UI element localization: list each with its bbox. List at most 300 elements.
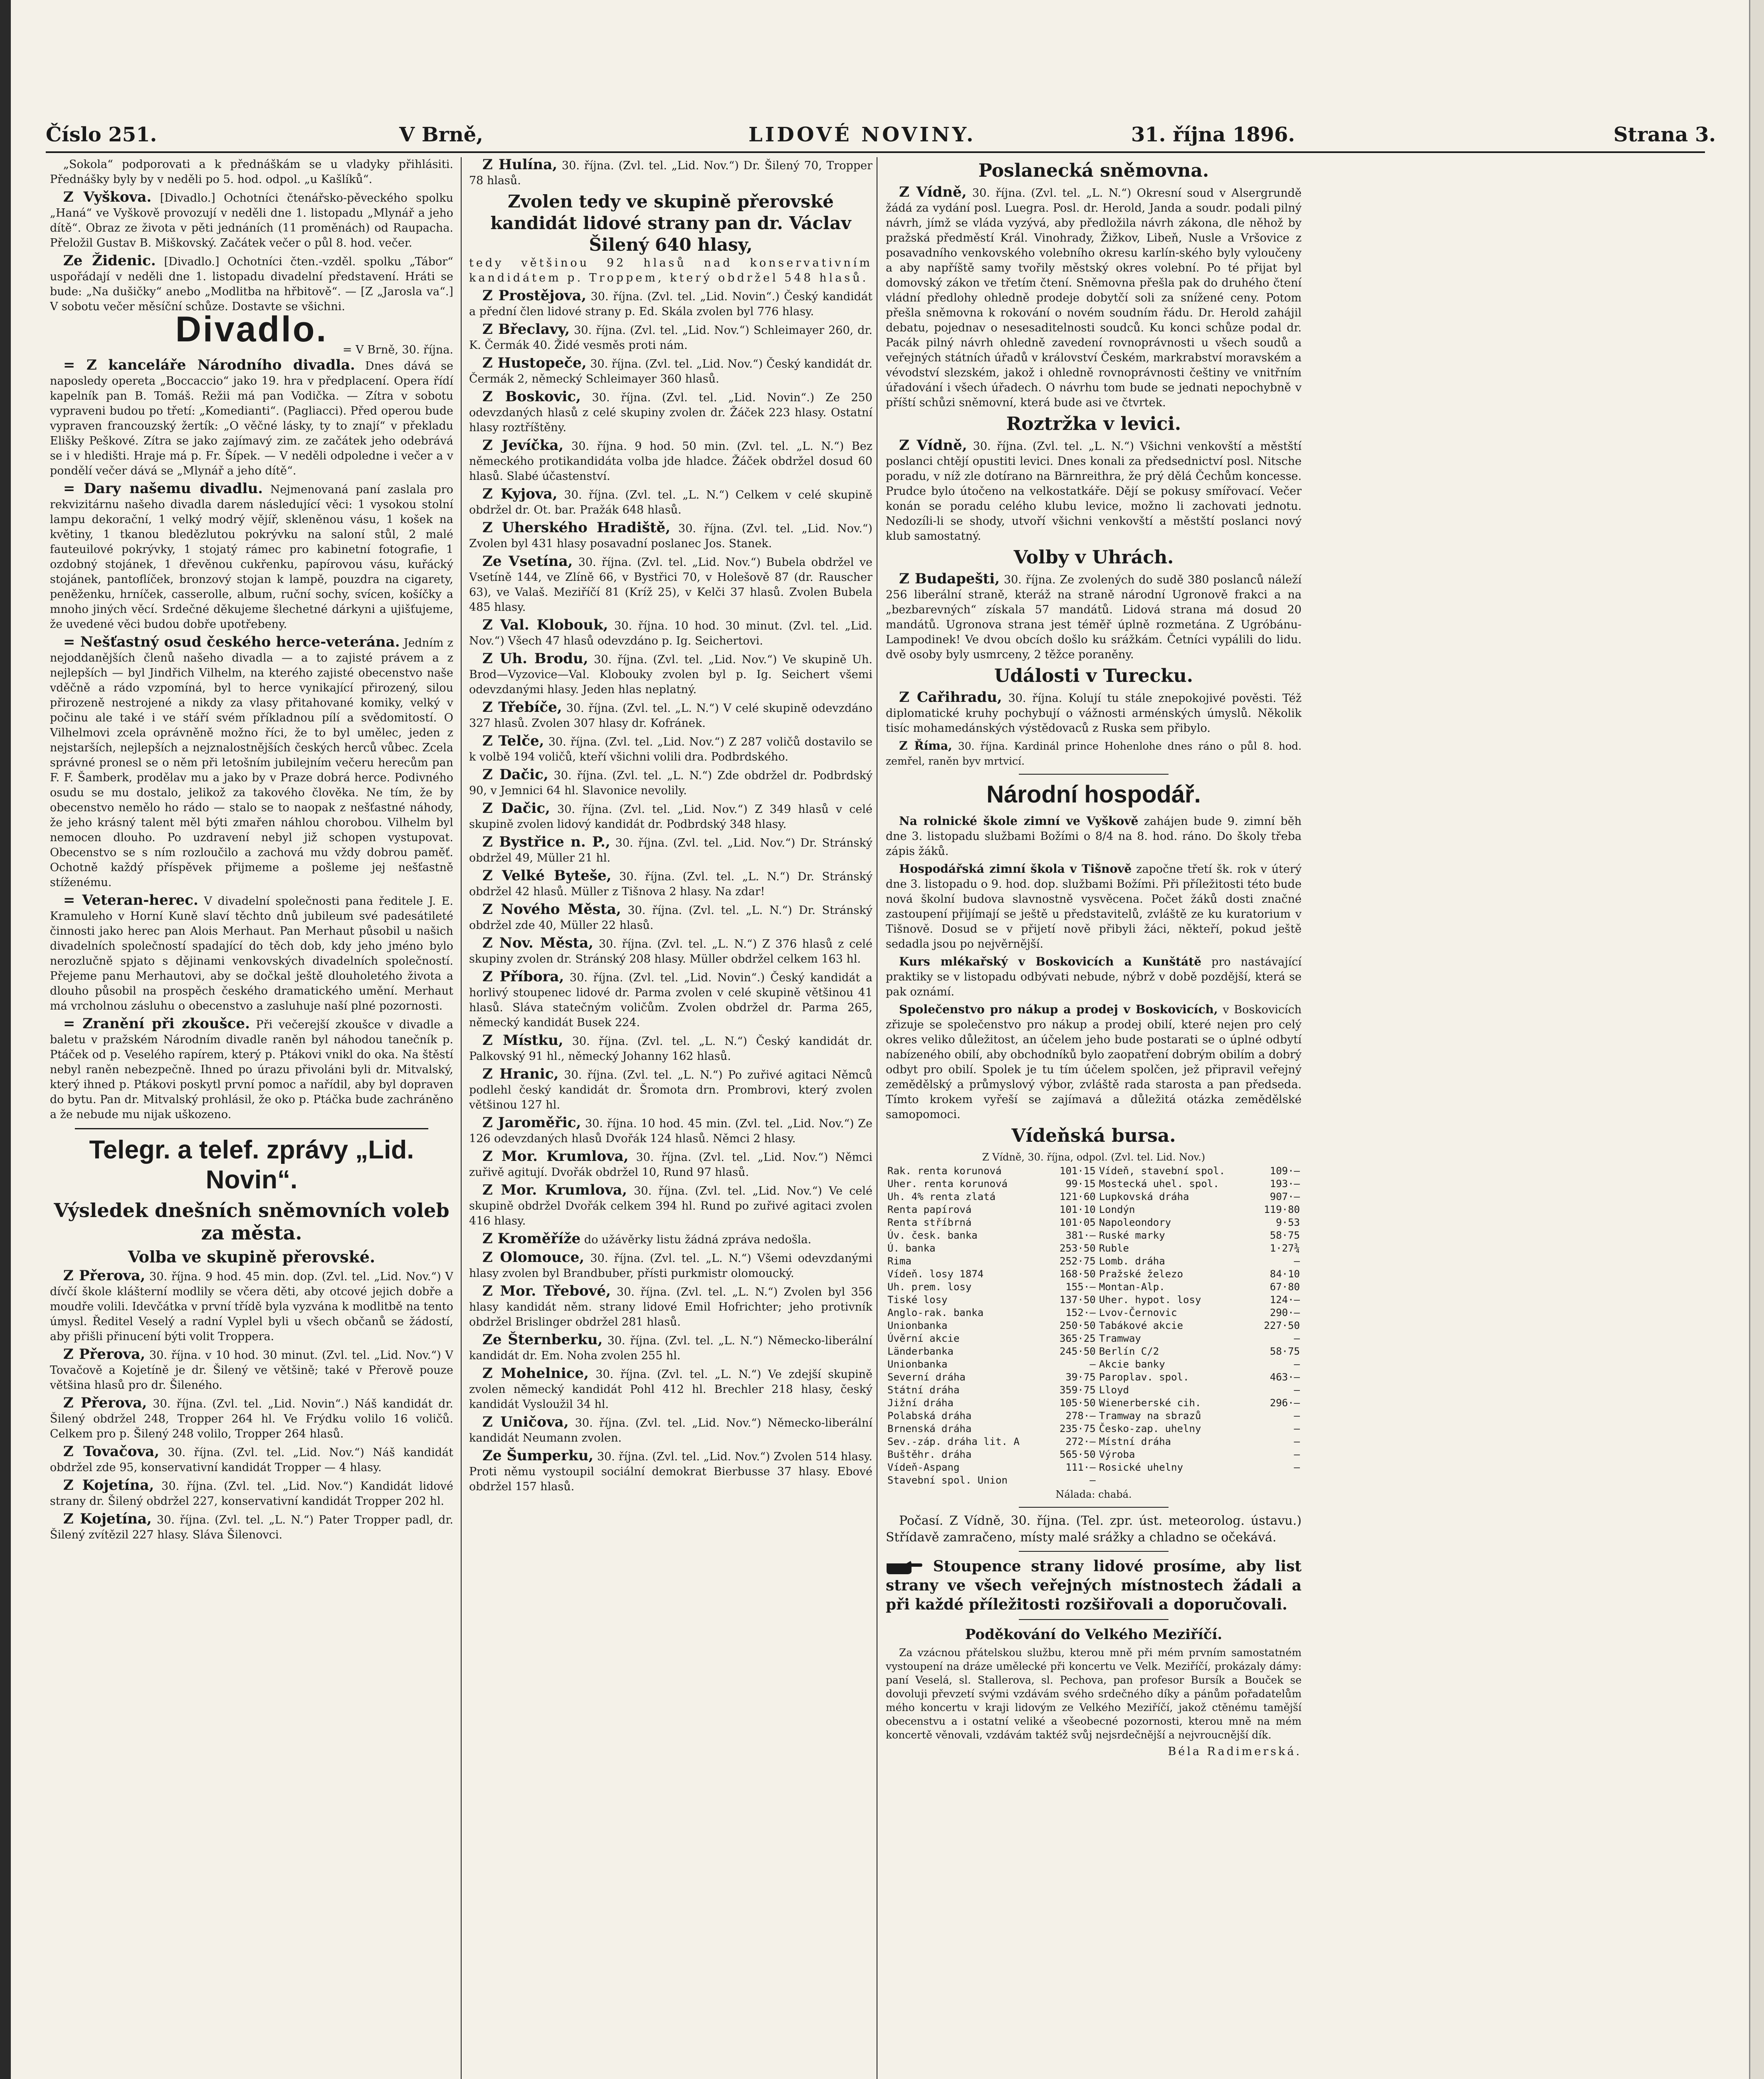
bursa-row	[886, 1358, 1302, 1371]
bursa-cell: 121·60	[1060, 1191, 1096, 1202]
bursa-heading: Vídeňská bursa.	[1011, 1125, 1176, 1146]
place-heading: Z Velké Byteše,	[482, 867, 612, 884]
roztrzka-heading: Roztržka v levici.	[1006, 413, 1181, 435]
vyskov-school-article	[886, 814, 1302, 859]
bursa-cell: 463·—	[1270, 1371, 1300, 1383]
thanks-text: Za vzácnou přátelskou službu, kterou mně při mém prvním samostatném vystoupení na dráze umělecké při koncertu ve Velk. Meziříčí, prokázaly dámy: paní Veselá, sl. Stallerova, sl. Pechova, pan profesor Bursík a Bouček se dovoluji převzetí svými vzdávám svého srdečného díky a pánům pořadatelům mého koncertu v kraji lidovým ze Velkého Meziříčí, jakož ctěnému tamější obecenstvu a i ostatní veliké a všeobecné pozornosti, kterou mně na mém koncertě věnovali, vzdávám taktéž svůj nejsrdečnější a nejvroucnější dík.	[886, 1647, 1302, 1741]
place-heading: Z Mor. Krumlova,	[482, 1182, 627, 1198]
bursa-cell: —	[1294, 1410, 1300, 1422]
bursa-cell: 250·50	[1060, 1320, 1096, 1331]
bursa-cell: Vídeň-Aspang	[887, 1462, 960, 1473]
bursa-cell: Místní dráha	[1099, 1436, 1171, 1447]
bursa-cell: 101·15	[1060, 1165, 1096, 1177]
news-item	[469, 389, 872, 435]
supporters-appeal	[886, 1557, 1302, 1614]
news-item	[469, 651, 872, 697]
article-text: Při večerejší zkoušce v divadle a baletu v pražském Národním divadle raněn byl náhodou tanečník p. Ptáček od p. Veselého rapírem, který p. Ptákovi vnikl do oka. Na štěstí nebyl raněn nebezpečně. Ihned po úrazu přivoláni byli dr. Mitvalský, který ihned p. Ptákovi poskytl první pomoc a nařídil, aby byl dopraven do bytu. Pan dr. Mitvalský prohlásil, že oko p. Ptáčka bude zachráněno a že nebude mu nijak uškozeno.	[50, 1018, 453, 1121]
page-scan-edge-right	[1749, 0, 1764, 2079]
bursa-row	[886, 1165, 1302, 1178]
bursa-cell: 119·80	[1264, 1204, 1300, 1215]
article-text: Jedním z nejoddanějších členů našeho divadla — a to zajisté právem a z nejlepších — byl Jindřich Vilhelm, na kterého zajisté obecenstvo naše vděčně a rádo vzpomíná, byl to herce vynikající přirozený, silou přirozeně nestrojené a nikdy za vlasy přitahované komiky, velký v počinu ale také i ve stáří svém příkladnou pílí a svědomitostí. O Vilhelmovi zcela oprávněně možno říci, že to byl umělec, jeden z nejstarších, nejlepších a nejznalostnějších českých herců vůbec. Zcela správné pronesl se o něm při letošním jubilejním večeru herecům pan F. F. Šamberk, prodělav mu a jako by v Praze dobrá herce. Podivného osudu se mu dostalo, jelikož za takového člověka. Ne tím, že by obecenstvo nemělo ho rádo — stalo se to naopak z nešťastné náhody, že jeho krásný talent měl býti zmařen náhlou chorobou. Vilhelm byl nemocen dlouho. Po uzdravení nebyl již schopen vystupovat. Obecenstvo se s ním rozloučilo a zachová mu vždy dobrou paměť. Ochotně každý příspěvek přijmeme a pošleme jej nešťastně stíženému.	[50, 637, 453, 889]
bursa-cell: —	[1294, 1255, 1300, 1267]
bursa-cell: Wienerberské cih.	[1099, 1397, 1201, 1409]
bursa-cell: —	[1294, 1449, 1300, 1460]
article-heading: = Nešťastný osud českého herce-veterána.	[63, 634, 400, 650]
news-item	[50, 1478, 453, 1509]
article-text: 30. října. (Zvl. tel. „L. N.“) Všemi odevzdanými hlasy zvolen byl Brandbuber, přísti purkmistr olomoucký.	[469, 1252, 872, 1280]
article-text: 30. října. (Zvl. tel. „Lid. Nov.“) Zvolen byl 431 hlasy posavadní poslanec Jos. Stanek.	[469, 522, 872, 550]
article-heading: = Veteran-herec.	[63, 892, 198, 909]
dary-article	[50, 481, 453, 632]
city: V Brně,	[399, 123, 483, 146]
place-heading: Z Hranic,	[482, 1066, 559, 1082]
place-heading: Z Hustopeče,	[482, 355, 587, 371]
place-heading: Z Nov. Města,	[482, 935, 593, 951]
article-text: 30. října. (Zvl. tel. „Lid. Nov.“) Bubela obdržel ve Vsetíně 144, ve Zlíně 66, v Bystřici 70, v Holešově 87 (dr. Rauscher 63), ve Valaš. Meziříčí 81 (Kríž 25), v Kelči 37 hlasů. Zvolen Bubela 485 hlasy.	[469, 556, 872, 614]
bursa-cell: Brnenská dráha	[887, 1423, 972, 1435]
place-heading: Z Olomouce,	[482, 1249, 585, 1266]
article-text: 30. října. 10 hod. 45 min. (Zvl. tel. „Lid. Nov.“) Ze 126 odevzdaných hlasů Dvořák 124 hlasů. Němci 2 hlasy.	[469, 1117, 872, 1145]
issue-number: Číslo 251.	[46, 123, 157, 146]
place-heading: Z Hulína,	[482, 157, 558, 173]
bursa-cell: 58·75	[1270, 1346, 1300, 1357]
bursa-row	[886, 1474, 1302, 1487]
article-heading: Na rolnické škole zimní ve Vyškově	[899, 814, 1139, 828]
article-text: 30. října. (Zvl. tel. „L. N.“) Český kandidát dr. Palkovský 91 hl., německý Johanny 162 hlasů.	[469, 1035, 872, 1063]
bursa-cell: 193·—	[1270, 1178, 1300, 1190]
article-text: 30. října. (Zvl. tel. „L. N.“) Zde obdržel dr. Podbrdský 90, v Jemnici 64 hl. Slavonice nevolily.	[469, 769, 872, 797]
bursa-cell: Londýn	[1099, 1204, 1135, 1215]
news-item	[469, 868, 872, 899]
bursa-cell: 272·—	[1065, 1436, 1096, 1447]
vienna-parliament-article	[886, 185, 1302, 410]
news-item	[469, 1231, 872, 1247]
bursa-cell: Státní dráha	[887, 1384, 960, 1396]
bursa-cell: 907·—	[1270, 1191, 1300, 1202]
bursa-cell: Tramway	[1099, 1333, 1141, 1344]
divider	[1019, 1551, 1169, 1552]
place-heading: Z Vídně,	[899, 184, 967, 200]
bursa-cell: 359·75	[1060, 1384, 1096, 1396]
bursa-cell: 290·—	[1270, 1307, 1300, 1319]
article-text: 30. října. (Zvl. tel. „L. N.“) Ve zdejší skupině zvolen německý kandidát Pohl 412 hl. Brechler 218 hlasy, český kandidát Vysloužil 34 hl.	[469, 1368, 872, 1411]
bursa-cell: Pražské železo	[1099, 1268, 1183, 1280]
bursa-cell: Lvov-Černovic	[1099, 1307, 1177, 1319]
bursa-cell: 152·—	[1065, 1307, 1096, 1319]
veteran-fate-article	[50, 635, 453, 890]
vienna-left-article	[886, 438, 1302, 544]
article-text: 30. října. (Zvl. tel. „Lid. Nov.“) Schleimayer 260, dr. K. Čermák 40. Židé vesměs proti nám.	[469, 324, 872, 352]
page-scan-edge-left	[0, 0, 11, 2079]
bursa-cell: —	[1294, 1462, 1300, 1473]
bursa-row	[886, 1242, 1302, 1255]
bursa-row	[886, 1229, 1302, 1242]
hulin-article	[469, 157, 872, 188]
bursa-cell: —	[1294, 1358, 1300, 1370]
bursa-cell: 105·50	[1060, 1397, 1096, 1409]
bursa-cell: Napoleondory	[1099, 1217, 1171, 1228]
place-heading: Z Místku,	[482, 1032, 563, 1049]
telegr-heading: Telegr. a telef. zprávy „Lid. Novin“.	[89, 1136, 414, 1194]
news-item	[469, 1448, 872, 1494]
article-text: 30. října. (Zvl. tel. „Lid. Novin“.) Náš kandidát dr. Šilený obdržel 248, Tropper 264 hl. Ve Frýdku volilo 16 voličů. Celkem pro p. Šilený 248 volilo, Tropper 264 hlasů.	[50, 1398, 453, 1440]
article-text: [Divadlo.] Ochotníci čtenářsko-pěveckého spolku „Haná“ ve Vyškově provozují v neděli dne 1. listopadu „Mlynář a jeho dítě“. Obraz ze života v pěti jednáních (11 proměnách) od Raupacha. Přeložil Gustav B. Miškovský. Začátek večer o půl 8. hod. večer.	[50, 192, 453, 249]
bursa-row	[886, 1319, 1302, 1332]
article-text: do užávěrky listu žádná zpráva nedošla.	[584, 1233, 812, 1246]
news-item	[469, 1415, 872, 1446]
cooperative-article	[886, 1002, 1302, 1122]
bursa-cell: Ruské marky	[1099, 1230, 1165, 1241]
issue-date: 31. října 1896.	[1131, 123, 1295, 146]
bursa-row	[886, 1332, 1302, 1345]
news-item	[469, 1366, 872, 1412]
bursa-cell	[1097, 1474, 1254, 1487]
bursa-cell: Vídeň. losy 1874	[887, 1268, 984, 1280]
bursa-cell: Unionbanka	[887, 1358, 948, 1370]
bursa-cell: 252·75	[1060, 1255, 1096, 1267]
article-heading: = Zranění při zkoušce.	[63, 1015, 250, 1032]
article-text: 30. října. (Zvl. tel. „Lid. Nov.“) Český kandidát dr. Čermák 2, německý Schleimayer 360 hlasů.	[469, 358, 872, 385]
article-text: 30. října. (Zvl. tel. „Lid. Nov.“) Náš kandidát obdržel zde 95, konservativní kandidát Tropper — 4 hlasy.	[50, 1446, 453, 1474]
bursa-row	[886, 1178, 1302, 1190]
bursa-cell: Rosické uhelny	[1099, 1462, 1183, 1473]
article-text: 30. října. 9 hod. 50 min. (Zvl. tel. „L. N.“) Bez německého protikandidáta volba jde hladce. Žáček obdržel dosud 60 hlasů. Slabé účastenství.	[469, 440, 872, 483]
bursa-cell: —	[1090, 1474, 1096, 1486]
place-heading: Z Vídně,	[899, 437, 967, 454]
article-text: 30. října. (Zvl. tel. „Lid. Nov.“) Ve skupině Uh. Brod—Vyzovice—Val. Klobouky zvolen byl p. Ig. Seichert všemi odevzdanými hlasy. Jeden hlas neplatný.	[469, 653, 872, 696]
article-text: 30. října. (Zvl. tel. „L. N.“) Německo-liberální kandidát dr. Em. Noha zvolen 255 hl.	[469, 1334, 872, 1362]
divider	[1019, 774, 1169, 775]
divider	[1019, 1619, 1169, 1620]
place-heading: Z Jaroměřic,	[482, 1114, 581, 1131]
bursa-row	[886, 1306, 1302, 1319]
news-item	[50, 1395, 453, 1442]
article-text: V divadelní společnosti pana ředitele J. E. Kramuleho v Horní Kuně slaví těchto dnů jubileum své padesátileté činnosti jako herec pan Alois Merhaut. Pan Merhaut působil u našich divadelních společností spadající do těch dob, kdy jeho jméno bylo nerozlučně spjato s dějinami venkovských divadelních společností. Přejeme panu Merhautovi, aby se dočkal ještě dlouholetého života a dlouho působil na prospěch českého dramatického umění. Merhaut má vrcholnou zásluhu o obecenstvo a zasluhuje naší plné pozornosti.	[50, 895, 453, 1012]
place-heading: Z Vyškova.	[63, 189, 152, 205]
bursa-cell: Tramway na sbrazů	[1099, 1410, 1201, 1422]
news-item	[469, 1067, 872, 1113]
bursa-cell: 1·27¾	[1270, 1242, 1300, 1254]
article-text: 30. října. (Zvl. tel. „L. N.“) Okresní soud v Alsergrundě žádá za vydání posl. Luegra. Posl. dr. Herold, Janda a soudr. podali pilný návrh, jímž se vláda vyzývá, aby předložila návrh zákona, dle něhož by pražská předměstí Král. Vinohrady, Žižkov, Libeň, Nusle a Vršovice z posavadního venkovského volebního okresu karlín-ského byly vyloučeny a aby napříště samy tvořily městský okres volební. Po té přijat byl domovský zákon ve třetím čtení. Sněmovna přešla pak do druhého čtení vládní předlohy ohledně prodeje dobytčí soli za snížené ceny. Potom přešla sněmovna k rokování o novém soudním řádu. Dr. Herold zahájil debatu, pojednav o nesesaditelnosti soudců. Ku konci schůze podal dr. Pacák pilný návrh ohledně zavedení rovnoprávnosti u všech soudů a veřejných státních úřadů v království Českém, markrabství moravském a vévodství slezském, jakož i ohledně rovnoprávnosti češtiny ve vnitřním úřadování i všech úřadech. O návrhu tom bude se jednati nepochybně v příští schůzi sněmovní, která bude asi ve čtvrtek.	[886, 187, 1302, 409]
bursa-cell: Anglo-rak. banka	[887, 1307, 984, 1319]
column-1	[50, 157, 453, 2079]
news-item	[469, 1284, 872, 1330]
bursa-cell: Úv. česk. banka	[887, 1230, 978, 1241]
place-heading: Z Boskovic,	[482, 388, 581, 405]
article-text: 30. října. (Zvl. tel. „Lid. Nov.“) Německo-liberální kandidát Neumann zvolen.	[469, 1417, 872, 1444]
place-heading: Z Nového Města,	[482, 901, 621, 918]
place-heading: Z Bystřice n. P.,	[482, 834, 610, 850]
article-text: 30. října. (Zvl. tel. „Lid. Novin“.) Český kandidát a přední člen lidové strany p. Ed. Skála zvolen byl 776 hlasy.	[469, 290, 872, 318]
article-text: pro nastávající praktiky se v listopadu odbývati nebude, nýbrž v době pozdější, která se pak oznámí.	[886, 956, 1302, 998]
article-text: započne třetí šk. rok v úterý dne 3. listopadu o 9. hod. dop. službami Božími. Při příležitosti této bude nová školní budova slavnostně vysvěcena. Počet žáků dosti značné zastoupení přijímají se ještě u představitelů, zvláště ze ku kuratorium v Tišnově. Dosud se v přijetí nově přibyli žáci, někteří, pokud ještě sedadla jsou po nejvěrnější.	[886, 863, 1302, 951]
article-heading: = Dary našemu divadlu.	[63, 480, 263, 497]
bursa-cell: 137·50	[1060, 1294, 1096, 1306]
bursa-cell: 253·50	[1060, 1242, 1096, 1254]
place-heading: Z Tovačova,	[63, 1443, 160, 1460]
bursa-cell: 101·10	[1060, 1204, 1096, 1215]
news-item	[469, 617, 872, 649]
divider	[1019, 1507, 1169, 1508]
place-heading: Z Dačic,	[482, 800, 550, 817]
article-text: 30. října. (Zvl. tel. „Lid. Novin“.) Český kandidát a horlivý stoupenec lidové dr. Parma zvolen v celé skupině většinou 41 hlasů. Sláva statečným voličům. Zvolen obdržel dr. Parma 265, německý kandidát Busek 224.	[469, 971, 872, 1029]
bursa-cell: 227·50	[1264, 1320, 1300, 1331]
zvolen-heading: Zvolen tedy ve skupině přerovské kandidát lidové strany pan dr. Václav Šilený 640 hlasy,	[490, 191, 851, 255]
telegr-list	[50, 1268, 453, 1543]
bursa-cell: Ruble	[1099, 1242, 1129, 1254]
place-heading: Z Přerova,	[63, 1346, 146, 1363]
bursa-mood: Nálada: chabá.	[1055, 1489, 1132, 1500]
bursa-row	[886, 1216, 1302, 1229]
page-number: Strana 3.	[1613, 123, 1716, 146]
article-text: 30. října. (Zvl. tel. „L. N.“) Po zuřivé agitaci Němců podlehl český kandidát dr. Šromota drn. Prombrovi, který zvolen většinou 127 hl.	[469, 1069, 872, 1111]
article-text: 30. října. (Zvl. tel. „L. N.“) Z 376 hlasů z celé skupiny zvolen dr. Stránský 208 hlasy. Müller obdržel celkem 163 hl.	[469, 938, 872, 965]
article-text: 30. října. (Zvl. tel. „Lid. Nov.“) Z 287 voličů dostavilo se k volbě 194 voličů, kteří všichni volili dra. Podbrdského.	[469, 736, 872, 763]
bursa-row	[886, 1397, 1302, 1410]
article-text: 30. října. (Zvl. tel. „Lid. Nov.“) Z 349 hlasů v celé skupině zvolen lidový kandidát dr. Podbrdský 348 hlasy.	[469, 803, 872, 831]
bursa-table	[886, 1165, 1302, 1487]
bursa-row	[886, 1190, 1302, 1203]
place-heading: Z Mor. Krumlova,	[482, 1148, 629, 1165]
vyskov-article	[50, 190, 453, 251]
article-text: 30. října. (Zvl. tel. „L. N.“) V celé skupině odevzdáno 327 hlasů. Zvolen 307 hlasy dr. Kofránek.	[469, 702, 872, 730]
place-heading: Z Třebíče,	[482, 699, 562, 716]
news-item	[469, 356, 872, 387]
bursa-cell: Úvěrní akcie	[887, 1333, 960, 1344]
bursa-cell: 278·—	[1065, 1410, 1096, 1422]
article-text: 30. října. Kardinál prince Hohenlohe dnes ráno o půl 8. hod. zemřel, raněn byv mrtvicí.	[886, 740, 1302, 767]
bursa-cell: Länderbanka	[887, 1346, 954, 1357]
bursa-cell: Výroba	[1099, 1449, 1135, 1460]
article-text: 30. října. (Zvl. tel. „Lid. Nov.“) Němci zuřivě agitují. Dvořák obdržel 10, Rund 97 hlasů.	[469, 1151, 872, 1179]
bursa-subheading: Z Vídně, 30. října, odpol. (Zvl. tel. Lid. Nov.)	[982, 1151, 1206, 1163]
weather-report: Počasí. Z Vídně, 30. října. (Tel. zpr. úst. meteorolog. ústavu.) Střídavě zamračeno, místy malé srážky a chladno se očekává.	[886, 1514, 1302, 1545]
pointing-hand-icon	[886, 1559, 923, 1576]
news-item	[469, 1149, 872, 1180]
istanbul-article	[886, 690, 1302, 736]
news-item	[469, 936, 872, 967]
bursa-cell: Uh. prem. losy	[887, 1281, 972, 1293]
zidenice-article	[50, 253, 453, 314]
place-heading: Z Mor. Třebové,	[482, 1283, 611, 1299]
bursa-row	[886, 1435, 1302, 1448]
bursa-cell: 84·10	[1270, 1268, 1300, 1280]
bursa-cell: Uher. renta korunová	[887, 1178, 1008, 1190]
bursa-cell: Vídeň, stavební spol.	[1099, 1165, 1225, 1177]
bursa-cell: Polabská dráha	[887, 1410, 972, 1422]
article-heading: Společenstvo pro nákup a prodej v Boskovicích,	[899, 1002, 1218, 1016]
news-item	[469, 801, 872, 832]
place-heading: Z Mohelnice,	[482, 1365, 589, 1382]
news-item	[469, 733, 872, 765]
article-text: 30. října. v 10 hod. 30 minut. (Zvl. tel. „Lid. Nov.“) V Tovačově a Kojetíně je dr. Šilený ve většině; také v Přerově pouze většina hlasů pro dr. Šileného.	[50, 1349, 453, 1392]
news-item	[469, 288, 872, 319]
bursa-cell: Lloyd	[1099, 1384, 1129, 1396]
narodni-hospodar-heading: Národní hospodář.	[986, 781, 1201, 808]
news-item	[50, 1268, 453, 1344]
article-text: 30. října. (Zvl. tel. „Lid. Nov.“) Dr. Stránský obdržel 49, Müller 21 hl.	[469, 837, 872, 864]
news-item	[469, 1332, 872, 1363]
bursa-cell: Uh. 4% renta zlatá	[887, 1191, 996, 1202]
bursa-row	[886, 1345, 1302, 1358]
bursa-cell: 58·75	[1270, 1230, 1300, 1241]
bursa-cell: Renta papírová	[887, 1204, 972, 1215]
volby-heading: Volby v Uhrách.	[1013, 547, 1174, 568]
divider	[75, 1128, 428, 1129]
article-text: 30. října. (Zvl. tel. „L. N.“) Všichni venkovští a městští poslanci chtějí opustiti levici. Dnes konali za předsednictví posl. Nitsche poradu, v níž zle dotírano na Bärnreithra, že prý dělá Čechům koncesse. Prudce bylo útočeno na velkostatkáře. Dějí se pokusy smířovací. Večer konán se poradu celého klubu levice, možno li zachovati jednotu. Nedozíli-li se shody, utvoří všichni venkovští a městští poslanci nový klub samostatný.	[886, 440, 1302, 543]
bursa-cell: 67·80	[1270, 1281, 1300, 1293]
bursa-cell: Lomb. dráha	[1099, 1255, 1165, 1267]
bursa-cell: Rak. renta korunová	[887, 1165, 1002, 1177]
election-results-list	[469, 288, 872, 1494]
bursa-cell: Berlín C/2	[1099, 1346, 1159, 1357]
bursa-cell: Mostecká uhel. spol.	[1099, 1178, 1219, 1190]
news-item	[469, 969, 872, 1030]
kancelar-article	[50, 358, 453, 479]
bursa-cell: Akcie banky	[1099, 1358, 1165, 1370]
article-text: [Divadlo.] Ochotníci čten.-vzděl. spolku „Tábor“ uspořádají v neděli dne 1. listopadu divadelní představení. Hráti se bude: „Na dušičky“ anebo „Modlitba na hřbitově“. — [Z „Jarosla va“.] V sobotu večer měsíční schůze. Dostavte se všichni.	[50, 255, 453, 313]
article-heading: Kurs mlékařský v Boskovicích a Kunštátě	[899, 955, 1202, 968]
place-heading: Ze Vsetína,	[482, 553, 573, 570]
bursa-row	[886, 1371, 1302, 1384]
place-heading: Ze Židenic.	[63, 252, 156, 269]
article-text: 30. října. (Zvl. tel. „Lid. Nov.“) Zvolen 514 hlasy. Proti němu vystoupil sociální demokrat Bierbusse 37 hlasy. Ebové obdržel 157 hlasů.	[469, 1450, 872, 1493]
bursa-cell: Montan-Alp.	[1099, 1281, 1165, 1293]
bursa-cell: Lupkovská dráha	[1099, 1191, 1189, 1202]
bursa-cell: Jižní dráha	[887, 1397, 954, 1409]
article-heading: = Z kanceláře Národního divadla.	[63, 357, 355, 373]
zraneni-article	[50, 1016, 453, 1122]
place-heading: Z Dačic,	[482, 766, 548, 783]
budapest-article	[886, 571, 1302, 662]
article-text: 30. října. (Zvl. tel. „L. N.“) Celkem v celé skupině obdržel dr. Ot. bar. Pražák 648 hlasů.	[469, 489, 872, 516]
place-heading: Z Kojetína,	[63, 1511, 152, 1527]
news-item	[469, 1183, 872, 1229]
news-item	[469, 486, 872, 518]
bursa-cell: Rima	[887, 1255, 912, 1267]
place-heading: Z Uherského Hradiště,	[482, 519, 671, 536]
bursa-cell	[1254, 1474, 1302, 1487]
article-text: 30. října. (Zvl. tel. „L. N.“) Zvolen byl 356 hlasy kandidát něm. strany lidové Emil Hofrichter; jeho protivník obdržel Brislinger obdržel 281 hlasů.	[469, 1286, 872, 1328]
bursa-cell: Česko-zap. uhelny	[1099, 1423, 1201, 1435]
bursa-row	[886, 1422, 1302, 1435]
bursa-cell: Uher. hypot. losy	[1099, 1294, 1201, 1306]
news-item	[50, 1347, 453, 1393]
article-text: zahájen bude 9. zimní běh dne 3. listopadu službami Božími o 8/4 na 8. hod. ráno. Do školy třeba zápis žáků.	[886, 815, 1302, 858]
bursa-cell: 168·50	[1060, 1268, 1096, 1280]
bursa-cell: 101·05	[1060, 1217, 1096, 1228]
divadlo-heading: Divadlo.	[175, 309, 328, 349]
news-item	[469, 700, 872, 731]
appeal-text: Stoupence strany lidové prosíme, aby list strany ve všech veřejných místnostech žádali a při každé příležitosti rozšiřovali a doporučovali.	[886, 1558, 1302, 1613]
bursa-row	[886, 1461, 1302, 1474]
column-2	[469, 157, 872, 2079]
bursa-cell: Stavební spol. Union	[887, 1474, 1008, 1486]
bursa-cell: Tiské losy	[887, 1294, 948, 1306]
article-text: 30. října. Kolují tu stále znepokojivé pověsti. Též diplomatické kruhy pochybují o vážnosti arménských úmyslů. Několik tisíc mohamedánských výstědovaců z Ruska sem přibylo.	[886, 692, 1302, 735]
results-heading: Výsledek dnešních sněmovních voleb za města.	[54, 1199, 450, 1244]
article-text: 30. října. (Zvl. tel. „Lid. Nov.“) Dr. Šilený 70, Tropper 78 hlasů.	[469, 159, 872, 187]
bursa-cell: 124·—	[1270, 1294, 1300, 1306]
signature: Béla Radimerská.	[1168, 1745, 1302, 1758]
article-text: 30. října. Ze zvolených do sudě 380 poslanců náleží 256 liberální straně, kteráž na straně národní Ugronově frakci a na „bezbarevných“ získala 57 mandátů. Lidová strana má dosud 20 mandátů. Ugronova strana jest téměř úplně rozmetána. Z Ugróbánu-Lampodinek! Ve dvou obcích došlo ku srážkám. Četníci vypálili do lidu. dvě osoby byly usmrceny, 2 těžce poraněny.	[886, 573, 1302, 661]
bursa-row	[886, 1384, 1302, 1397]
bursa-row	[886, 1203, 1302, 1216]
article-text: 30. října. 9 hod. 45 min. dop. (Zvl. tel. „Lid. Nov.“) V dívčí škole klášterní modlily se včera děti, aby otcové jejich dobře a moudře volili. Idevčátka v první třídě byla vyzvána k modlitbě na tento úmysl. Ředitel Veselý a radní Vyplel byli u všech občanů se žádostí, aby přišli přinucení býti volit Troppera.	[50, 1270, 453, 1343]
place-heading: Ze Šumperku,	[482, 1447, 594, 1464]
bursa-cell: 235·75	[1060, 1423, 1096, 1435]
masthead	[46, 123, 1716, 148]
article-text: 30. října. (Zvl. tel. „Lid. Nov.“) Ve celé skupině obdržel Dvořák celkem 394 hl. Rund po zuřivé agitaci zvolen 416 hlasy.	[469, 1185, 872, 1227]
bursa-cell: Tabákové akcie	[1099, 1320, 1183, 1331]
newspaper-title: LIDOVÉ NOVINY.	[749, 123, 976, 146]
news-item	[469, 1115, 872, 1146]
place-heading: Z Jevíčka,	[482, 437, 564, 454]
place-heading: Z Telče,	[482, 733, 544, 749]
masthead-rule	[46, 151, 1705, 153]
article-text: Dnes dává se naposledy opereta „Boccaccio“ jako 19. hra v předplacení. Opera řídí kapelník pan B. Tomáš. Režii má pan Vodička. — Zítra v sobotu vypraveni budou po třetí: „Komedianti“. (Pagliacci). Před operou bude vypraven francouzský žertík: „O věčné lásky, ty to znají“ v překladu Elišky Peškové. Zítra se jako zajímavý zim. ze začátek jeho odebrává se i v hledišti. Hraje má p. Fr. Šípek. — V neděli odpoledne i večer a v pondělí večer dává se „Mlynář a jeho dítě“.	[50, 360, 453, 477]
place-heading: Z Kroměříže	[482, 1230, 581, 1247]
bursa-cell: —	[1294, 1384, 1300, 1396]
news-item	[469, 554, 872, 615]
news-item	[469, 322, 872, 353]
place-heading: Z Příbora,	[482, 968, 564, 985]
poslanecka-heading: Poslanecká sněmovna.	[978, 160, 1209, 181]
place-heading: Z Val. Klobouk,	[482, 617, 608, 633]
article-text: 30. října. (Zvl. tel. „L. N.“) Dr. Stránský obdržel 42 hlasů. Müller z Tišnova 2 hlasy. Na zdar!	[469, 870, 872, 898]
news-item	[50, 1444, 453, 1475]
place-heading: Z Říma,	[899, 739, 952, 753]
bursa-cell: Sev.-záp. dráha lit. A	[887, 1436, 1020, 1447]
news-item	[469, 1033, 872, 1064]
place-heading: Z Budapešti,	[899, 570, 1000, 587]
dateline: = V Brně, 30. října.	[342, 343, 453, 356]
article-text: Nejmenovaná paní zaslala pro rekvizitárnu našeho divadla darem následující věci: 1 vysokou stolní lampu dekorační, 1 velký modrý vějíř, skleněnou vásu, 1 košek na květiny, 1 tkanou bledězlutou pokrývku na saloní stůl, 2 malé fauteuilové pokrývky, 1 stojatý rámec pro kabinetní fotografie, 1 ozdobný stojánek, 1 dřevěnou cukřenku, papírovou vásu, kuřácký stojánek, pantoflíček, bronzový stojan k lampě, pouzdra na cigarety, peněženku, hrníček, casserolle, album, ruční sochy, svícen, košíčky a mnoho jiných věcí. Srdečné děkujeme šlechetné dárkyni a ujišťujeme, že uvedené věci budou dobře upotřebeny.	[50, 483, 453, 631]
bursa-row	[886, 1448, 1302, 1461]
article-heading: Hospodářská zimní škola v Tišnově	[899, 862, 1132, 876]
sokol-paragraph: „Sokola“ podporovati a k přednáškám se u vladyky přihlásiti. Přednášky byly by v neděli po 5. hod. odpol. „u Kašlíků“.	[50, 158, 453, 186]
news-item	[469, 835, 872, 866]
bursa-cell: —	[1294, 1423, 1300, 1435]
article-text: v Boskovicích zřizuje se společenstvo pro nákup a prodej obilí, které nejen pro celý okres veliko důležitost, an účelem jeho bude postarati se o úplné odbytí nabízeného obilí, aby obchodníků bylo zaopatření dobrým obilím a dobrý odbyt pro obilí. Spolek je tu tím účelem spolčen, jež připravil veřejný zemědělský a průmyslový výbor, zvláště rada starosta a pan předseda. Tímto krokem vyřeší se zajímavá a důležitá otázka zemědělské samopomoci.	[886, 1003, 1302, 1121]
article-text: 30. října. (Zvl. tel. „Lid. Novin“.) Ze 250 odevzdaných hlasů z celé skupiny zvolen dr. Žáček 223 hlasy. Ostatní hlasy roztříštěny.	[469, 391, 872, 434]
bursa-cell: —	[1294, 1436, 1300, 1447]
bursa-cell: Buštěhr. dráha	[887, 1449, 972, 1460]
place-heading: Z Břeclavy,	[482, 321, 570, 338]
bursa-cell: 39·75	[1065, 1371, 1096, 1383]
bursa-row	[886, 1255, 1302, 1268]
news-item	[50, 1511, 453, 1543]
rome-article	[886, 738, 1302, 769]
bursa-cell: 365·25	[1060, 1333, 1096, 1344]
bursa-cell: Severní dráha	[887, 1371, 966, 1383]
veteran-article	[50, 893, 453, 1014]
bursa-cell: 99·15	[1065, 1178, 1096, 1190]
bursa-cell: —	[1294, 1333, 1300, 1344]
column-3	[886, 160, 1302, 1759]
place-heading: Z Kojetína,	[63, 1477, 154, 1494]
article-text: 30. října. (Zvl. tel. „L. N.“) Dr. Stránský obdržel zde 40, Müller 22 hlasů.	[469, 904, 872, 932]
bursa-cell: 245·50	[1060, 1346, 1096, 1357]
bursa-cell: 109·—	[1270, 1165, 1300, 1177]
column-3-wrapper	[886, 157, 1713, 2079]
news-item	[469, 438, 872, 484]
news-item	[469, 902, 872, 933]
bursa-cell: Ú. banka	[887, 1242, 936, 1254]
article-text: 30. října. 10 hod. 30 minut. (Zvl. tel. „Lid. Nov.“) Všech 47 hlasů odevzdáno p. Ig. Seichertovi.	[469, 620, 872, 647]
udalosti-heading: Události v Turecku.	[994, 665, 1193, 686]
bursa-row	[886, 1281, 1302, 1294]
